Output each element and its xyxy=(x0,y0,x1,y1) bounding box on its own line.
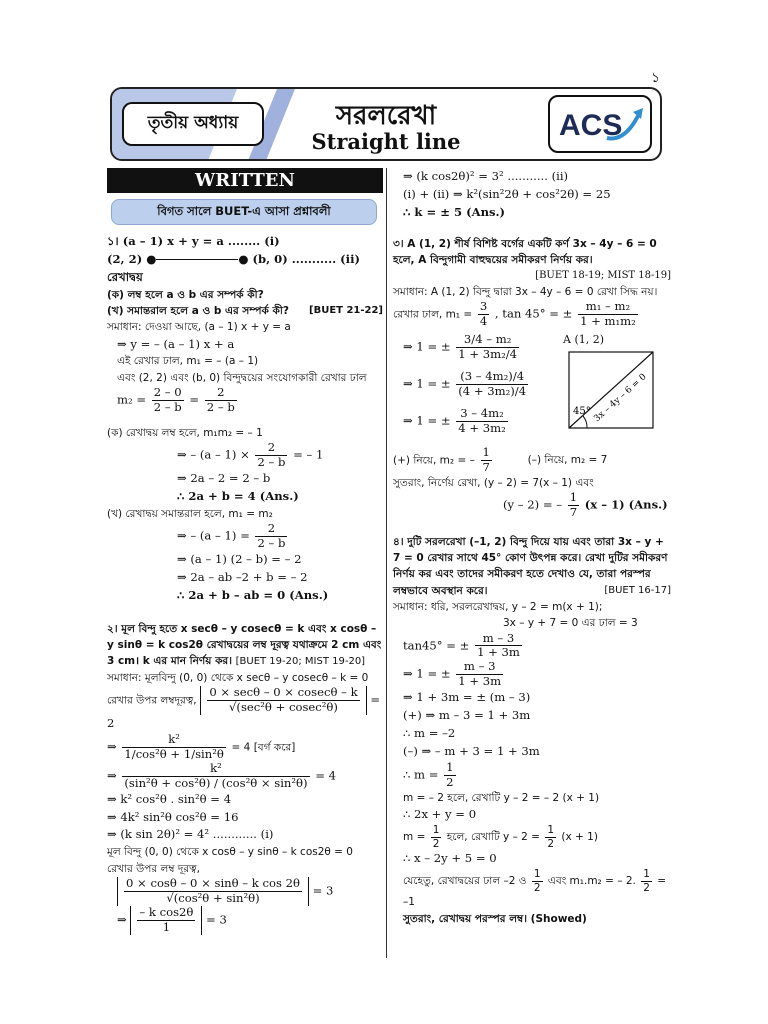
numerator: m₁ – m₂ xyxy=(578,300,638,315)
solution-line xyxy=(393,333,530,362)
numerator: 0 × secθ – 0 × cosecθ – k xyxy=(209,685,358,700)
solution-line: (খ) রেখাদ্বয় সমান্তরাল হলে, m₁ = m₂ xyxy=(107,507,273,520)
q2-tag: [BUET 19-20; MIST 19-20] xyxy=(235,656,366,668)
eq-text: , tan 45° = ± xyxy=(494,306,573,321)
numerator: – k cos2θ xyxy=(139,904,194,919)
solution-line: (+) ⇒ m – 3 = 1 + 3m xyxy=(403,708,531,723)
question-2 xyxy=(107,621,383,935)
solution-line: ⇒ k² cos²θ . sin²θ = 4 xyxy=(107,791,232,806)
denominator: 7 xyxy=(569,505,578,520)
eq-text: ⇒ 1 = ± xyxy=(403,376,451,391)
figure-angle-label: 45° xyxy=(573,406,591,418)
denominator: 1 + 3m xyxy=(458,674,502,689)
acs-logo xyxy=(548,95,652,153)
eq-text: ⇒ 1 = ± xyxy=(403,666,451,681)
answer-line xyxy=(393,491,671,520)
solution-line xyxy=(393,761,671,790)
fraction xyxy=(137,906,195,935)
left-column xyxy=(107,168,383,935)
solution-line: (–) ⇒ – m + 3 = 1 + 3m xyxy=(403,744,540,759)
solution-line xyxy=(393,407,530,436)
solution-line: ∴ x – 2y + 5 = 0 xyxy=(403,851,497,866)
fraction xyxy=(475,632,522,661)
section-bar: WRITTEN xyxy=(107,168,383,193)
square-figure xyxy=(561,329,671,440)
page-title-en: Straight line xyxy=(311,129,461,154)
chapter-label: তৃতীয় অধ্যায় xyxy=(122,102,264,146)
denominator: 2 xyxy=(446,774,454,789)
q3-work-area xyxy=(393,329,671,440)
fraction xyxy=(456,333,519,362)
denominator: 2 xyxy=(533,881,541,894)
fraction xyxy=(545,824,556,850)
solution-line: ⇒ y = – (a – 1) x + a xyxy=(117,336,235,351)
fraction xyxy=(532,868,543,894)
solution-line: 3x – y + 7 = 0 এর ঢাল = 3 xyxy=(503,617,638,630)
eq-text: রেখার ঢাল, m₁ = xyxy=(393,308,473,321)
fraction xyxy=(207,686,359,715)
question-3 xyxy=(393,236,671,520)
solution-line: এই রেখার ঢাল, m₁ = – (a – 1) xyxy=(117,355,259,368)
fraction xyxy=(205,386,237,415)
fraction xyxy=(456,407,507,436)
fraction xyxy=(641,868,652,894)
solution-line: ⇒ (a – 1) (2 – b) = – 2 xyxy=(177,551,302,566)
abs-value xyxy=(200,686,366,715)
q1-tag: [BUET 21-22] xyxy=(309,304,383,316)
solution-line: রেখার উপর লম্ব দূরত্ব, xyxy=(107,862,200,875)
eq-text: রেখার উপর লম্বদূরত্ব, xyxy=(107,694,197,707)
denominator: 7 xyxy=(482,459,490,474)
numerator: 1 xyxy=(547,824,555,837)
q1-part-kha xyxy=(107,303,383,319)
logo-text: ACS xyxy=(559,109,623,142)
denominator: 2 – b xyxy=(257,536,286,551)
numerator: 1 xyxy=(432,824,440,837)
denominator: 2 xyxy=(432,837,440,850)
fraction xyxy=(481,446,492,475)
abs-value xyxy=(130,906,202,935)
eq-text: = 4 [বর্গ করে] xyxy=(231,741,296,754)
abs-value xyxy=(117,877,309,906)
solution-line xyxy=(393,824,671,850)
numerator: 0 × cosθ – 0 × sinθ – k cos 2θ xyxy=(126,875,300,890)
q1-line xyxy=(107,251,383,287)
denominator: 2 – b xyxy=(206,399,235,414)
q1-part-ka: (ক) লম্ব হলে a ও b এর সম্পর্ক কী? xyxy=(107,288,264,301)
answer-line: ∴ k = ± 5 (Ans.) xyxy=(403,204,506,219)
solution-line xyxy=(107,522,383,551)
q1-line: ১। (a – 1) x + y = a ........ (i) xyxy=(107,233,280,248)
fraction xyxy=(444,761,455,790)
eq-text: হলে, রেখাটি y – 2 = xyxy=(446,831,540,844)
denominator: (sin²θ + cos²θ) / (cos²θ × sin²θ) xyxy=(124,775,308,790)
eq-text: ⇒ 1 = ± xyxy=(403,413,451,428)
denominator: 1 + 3m₂/4 xyxy=(458,346,518,361)
denominator: (4 + 3m₂)/4 xyxy=(458,383,527,398)
fraction xyxy=(124,877,302,906)
fraction xyxy=(431,824,442,850)
eq-text: = xyxy=(189,392,200,407)
solution-line: (i) + (ii) ⇒ k²(sin²2θ + cos²2θ) = 25 xyxy=(403,186,611,201)
solution-line: সমাধান: A (1, 2) বিন্দু দ্বারা 3x – 4y – 6 = 0 রেখা সিদ্ধ নয়। xyxy=(393,285,658,298)
fraction xyxy=(478,300,489,329)
q3-steps xyxy=(393,329,530,440)
solution-line xyxy=(107,441,383,470)
numerator: m – 3 xyxy=(475,632,522,647)
eq-text: = 3 xyxy=(312,883,334,898)
numerator: m – 3 xyxy=(456,660,503,675)
eq-text: ⇒ – (a – 1) × xyxy=(177,447,250,462)
solution-line xyxy=(393,868,671,910)
eq-text: এবং m₁.m₂ = – 2. xyxy=(547,875,636,888)
numerator: 1 xyxy=(482,445,490,460)
denominator: 2 xyxy=(643,881,650,894)
solution-line: (ক) রেখাদ্বয় লম্ব হলে, m₁m₂ = – 1 xyxy=(107,426,263,439)
eq-text: = – 1 xyxy=(293,447,324,462)
answer-line: ∴ 2a + b – ab = 0 (Ans.) xyxy=(177,587,329,602)
denominator: 1 + 3m xyxy=(477,645,520,660)
fraction xyxy=(122,762,309,791)
solution-line: ⇒ 1 + 3m = ± (m – 3) xyxy=(403,690,531,705)
fraction xyxy=(456,660,503,689)
eq-text: ⇒ 1 = ± xyxy=(403,339,451,354)
q1-part-kha-text: (খ) সমান্তরাল হলে a ও b এর সম্পর্ক কী? xyxy=(107,304,289,317)
numerator: k² xyxy=(122,762,309,777)
solution-line: ∴ 2x + y = 0 xyxy=(403,807,477,822)
denominator: 2 xyxy=(547,837,555,850)
fraction xyxy=(456,370,528,399)
q2-text xyxy=(107,621,383,670)
answer-line: ∴ 2a + b = 4 (Ans.) xyxy=(177,488,299,503)
fraction xyxy=(152,386,184,415)
fraction xyxy=(255,522,287,551)
eq-text: যেহেতু, রেখাদ্বয়ের ঢাল –2 ও xyxy=(403,875,527,888)
solution-line xyxy=(107,877,383,906)
fraction xyxy=(568,491,579,520)
solution-line xyxy=(393,370,530,399)
q4-statement xyxy=(393,534,671,599)
denominator: 4 xyxy=(479,314,488,329)
q3-tag: [BUET 18-19; MIST 18-19] xyxy=(535,270,671,282)
acs-logo-icon xyxy=(555,102,645,146)
solution-line: ⇒ 2a – 2 = 2 – b xyxy=(177,470,271,485)
eq-text: = 3 xyxy=(206,912,227,927)
solution-line xyxy=(107,386,383,415)
eq-text: m₂ = xyxy=(117,392,147,407)
q1-point-b: ● (b, 0) ........... (ii) রেখাদ্বয় xyxy=(107,251,360,284)
numerator: 1 xyxy=(569,490,578,505)
eq-text: = 2 xyxy=(107,692,381,730)
denominator: √(sec²θ + cosec²θ) xyxy=(229,700,338,715)
numerator: 3 – 4m₂ xyxy=(456,407,507,422)
chapter-header xyxy=(110,87,662,161)
solution-line: সমাধান: মূলবিন্দু (0, 0) থেকে x secθ – y cosecθ – k = 0 xyxy=(107,671,369,684)
solution-line: ⇒ $\frac{\text{k²}}{\text{(sin²θ + cos²θ) / (cos²θ × sin²θ)}}$ = 4 xyxy=(107,760,337,790)
solution-line: ⇒ (k sin 2θ)² = 4² ............ (i) xyxy=(107,827,274,842)
right-column xyxy=(393,168,671,927)
q2-statement: ২। মূল বিন্দু হতে x secθ – y cosecθ = k এবং x cosθ – y sinθ = k cos2θ রেখাদ্বয়ের লম্ব দূরত্ব যথাক্রমে 2 cm এবং 3 cm। k এর মান নির্ণয় কর। xyxy=(107,622,382,668)
question-4 xyxy=(393,534,671,927)
column-divider xyxy=(386,168,387,958)
numerator: (3 – 4m₂)/4 xyxy=(456,370,528,385)
solution-line: m = – 2 হলে, রেখাটি y – 2 = – 2 (x + 1) xyxy=(403,791,600,804)
fraction xyxy=(122,733,225,762)
solution-line xyxy=(393,632,671,661)
square-diagram xyxy=(561,348,657,434)
numerator: 2 xyxy=(255,522,287,537)
numerator: 2 – 0 xyxy=(152,386,184,401)
fraction xyxy=(578,300,638,329)
q3-statement: ৩। A (1, 2) শীর্ষ বিশিষ্ট বর্গের একটি কর্ণ 3x – 4y – 6 = 0 হলে, A বিন্দুগামী বাহুদ্বয়ের সমীকরণ নির্ণয় কর। xyxy=(393,237,657,267)
solution-line: ⇒ 2a – ab –2 + b = – 2 xyxy=(177,569,308,584)
eq-text: = 4 xyxy=(315,768,337,783)
numerator: 1 xyxy=(533,868,541,881)
solution-line: সমাধান: ধরি, সরলরেখাদ্বয়, y – 2 = m(x + 1); xyxy=(393,600,603,613)
denominator: 2 – b xyxy=(257,455,286,469)
denominator: √(cos²θ + sin²θ) xyxy=(166,890,260,905)
solution-line: ⇒ $\frac{\text{k²}}{\text{1/cos²θ + 1/sin²θ}}$ = 4 [বর্গ করে] xyxy=(107,731,296,761)
numerator: 3 xyxy=(479,299,488,314)
solution-line: ⇒ $\frac{\text{– k cos2θ}}{1}$ = 3 xyxy=(117,904,227,934)
denominator: 1 + m₁m₂ xyxy=(580,314,636,329)
solution-line: সুতরাং, নির্ণেয় রেখা, (y – 2) = 7(x – 1) এবং xyxy=(393,476,594,489)
numerator: 1 xyxy=(643,868,650,881)
numerator: k² xyxy=(122,733,225,748)
figure-line-label: 3x – 4y – 6 = 0 xyxy=(592,372,649,425)
eq-text: tan45° = ± xyxy=(403,637,470,652)
numerator: 2 xyxy=(255,441,287,456)
denominator: 1/cos²θ + 1/sin²θ xyxy=(124,746,224,761)
page-number: ১ xyxy=(651,70,661,86)
eq-text: (–) নিয়ে, m₂ = 7 xyxy=(527,454,608,467)
page-title-bn: সরলরেখা xyxy=(335,101,437,131)
solution-line: এবং (2, 2) এবং (b, 0) বিন্দুদ্বয়ের সংযোগকারী রেখার ঢাল xyxy=(117,371,367,384)
solution-line xyxy=(393,446,671,475)
solution-line: ⇒ (k cos2θ)² = 3² ........... (ii) xyxy=(403,169,569,183)
solution-line: সমাধান: দেওয়া আছে, (a – 1) x + y = a xyxy=(107,321,291,334)
eq-text: = –1 xyxy=(403,875,667,909)
fraction xyxy=(255,441,287,470)
solution-line xyxy=(393,300,671,329)
numerator: 3/4 – m₂ xyxy=(456,333,519,348)
eq-text: ⇒ – (a – 1) = xyxy=(177,528,250,543)
denominator: 4 + 3m₂ xyxy=(458,420,506,435)
q1-point-a: (2, 2) ● xyxy=(107,251,157,266)
numerator: 2 xyxy=(205,386,237,401)
eq-text: (+) নিয়ে, m₂ = – xyxy=(393,454,475,467)
figure-point-label: A (1, 2) xyxy=(563,333,605,347)
denominator: 2 – b xyxy=(153,399,182,414)
solution-line xyxy=(393,660,671,689)
eq-text: (x – 1) (Ans.) xyxy=(584,497,668,512)
q4-text: ৪। দুটি সরলরেখা (–1, 2) বিন্দু দিয়ে যায় এবং তারা 3x – y + 7 = 0 রেখার সাথে 45° কোণ উৎপন্ন করে। রেখা দুটির সমীকরণ নির্ণয় কর এবং তাদের সমীকরণ হতে দেখাও যে, তারা পরস্পর লম্বভাবে অবস্থান করে। xyxy=(393,535,668,597)
section-subtitle: বিগত সালে BUET-এ আসা প্রশ্নাবলী xyxy=(111,199,377,225)
numerator: 1 xyxy=(446,760,454,775)
solution-line xyxy=(107,686,383,733)
answer-line: সুতরাং, রেখাদ্বয় পরস্পর লম্ব। (Showed) xyxy=(403,912,587,925)
solution-line: মূল বিন্দু (0, 0) থেকে x cosθ – y sinθ – k cos2θ = 0 xyxy=(107,846,353,859)
eq-text: ∴ m = xyxy=(403,767,439,782)
q4-tag: [BUET 16-17] xyxy=(604,584,671,596)
solution-line: ∴ m = –2 xyxy=(403,726,456,741)
segment-line xyxy=(156,259,238,260)
eq-text: (y – 2) = – xyxy=(503,497,563,512)
eq-text: (x + 1) xyxy=(561,831,598,844)
solution-line: ⇒ 4k² sin²θ cos²θ = 16 xyxy=(107,809,239,824)
eq-text: m = xyxy=(403,831,426,844)
denominator: 1 xyxy=(162,919,171,934)
question-1 xyxy=(107,233,383,605)
